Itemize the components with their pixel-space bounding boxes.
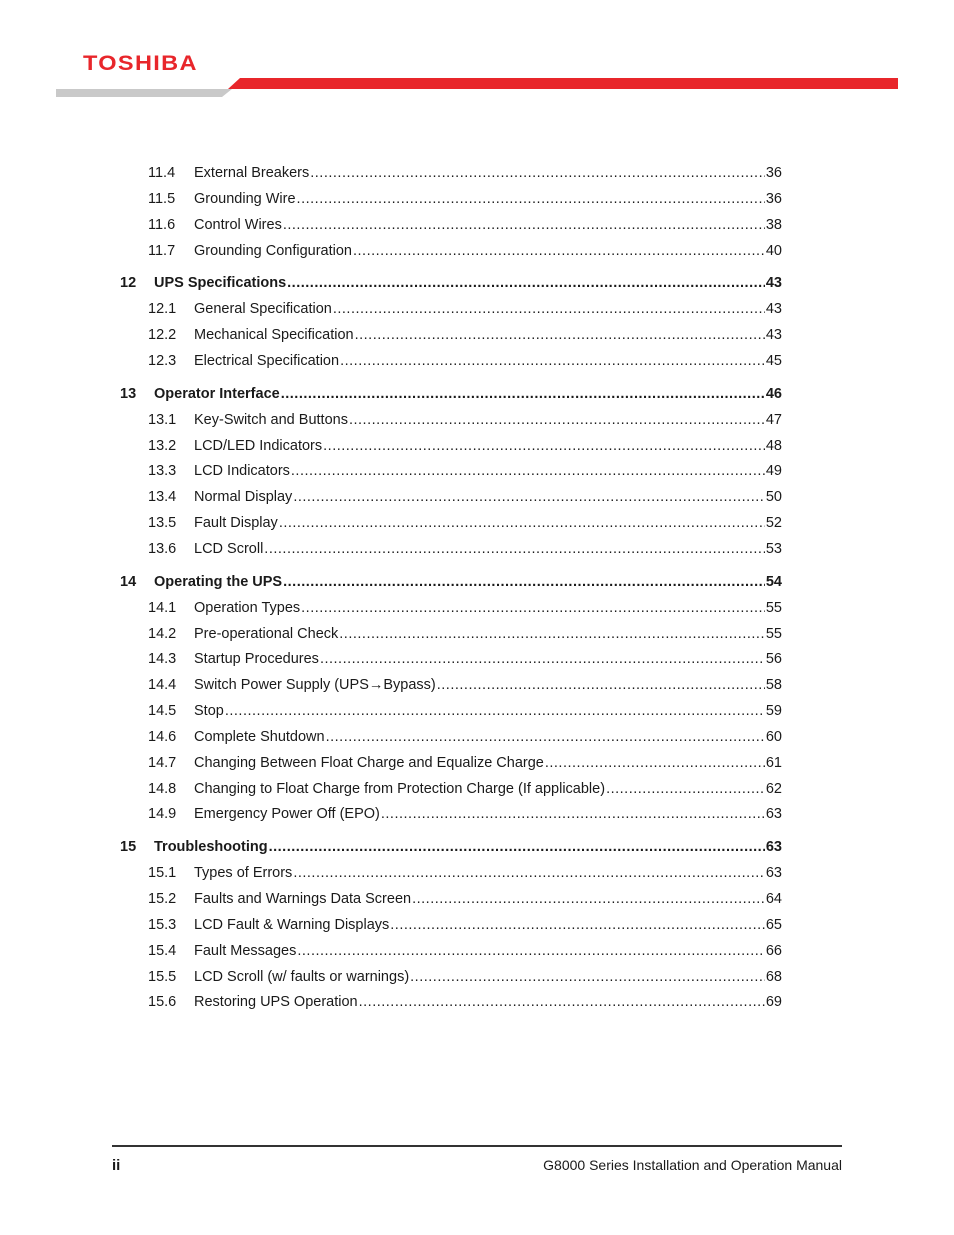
toc-chapter-entry[interactable]: [120, 385, 782, 403]
toc-dot-leader: [545, 754, 765, 772]
toc-entry-number: 15: [120, 839, 137, 856]
toc-dot-leader: [339, 625, 765, 643]
toc-entry-title: Electrical Specification: [194, 353, 340, 369]
toc-dot-leader: [353, 242, 765, 260]
toc-section-entry[interactable]: [148, 326, 782, 344]
toc-dot-leader: [297, 942, 765, 960]
toc-entry-number: 14.8: [148, 780, 177, 797]
toc-dot-leader: [333, 300, 765, 318]
toc-entry-title: LCD/LED Indicators: [194, 437, 323, 454]
toc-entry-number: 15.2: [148, 891, 177, 907]
toc-entry-page: 52: [765, 515, 782, 532]
toc-entry-title: LCD Fault & Warning Displays: [194, 916, 390, 933]
toc-entry-page: 53: [765, 540, 782, 557]
toc-section-entry[interactable]: [148, 190, 782, 208]
toc-section-entry[interactable]: [148, 968, 782, 986]
toc-section-entry[interactable]: [148, 702, 782, 720]
toc-entry-number: 13.4: [148, 489, 177, 506]
toc-entry-number: 13: [120, 385, 137, 402]
toc-section-entry[interactable]: [148, 599, 782, 617]
toc-chapter-entry[interactable]: [120, 274, 782, 292]
toshiba-logo: [83, 52, 198, 76]
toc-section-entry[interactable]: [148, 650, 782, 668]
toc-section-entry[interactable]: [148, 728, 782, 746]
toc-entry-title: Startup Procedures: [194, 651, 319, 668]
toc-entry-number: 14.4: [148, 677, 177, 694]
header-gray-stripe: [56, 89, 232, 97]
toc-chapter-entry[interactable]: [120, 573, 782, 591]
toc-entry-page: 54: [765, 573, 782, 590]
toc-entry-title: Emergency Power Off (EPO): [194, 806, 380, 823]
toc-dot-leader: [410, 968, 765, 986]
toc-entry-title: Normal Display: [194, 489, 293, 506]
toc-entry-number: 13.3: [148, 463, 177, 480]
toc-dot-leader: [297, 190, 765, 208]
toc-section-entry[interactable]: [148, 540, 782, 558]
toc-entry-title: Mechanical Specification: [194, 327, 354, 344]
toc-entry-page: 38: [765, 216, 782, 233]
toc-entry-page: 36: [765, 190, 782, 207]
toc-entry-title: Complete Shutdown: [194, 728, 325, 745]
toc-section-entry[interactable]: [148, 437, 782, 455]
toc-section-entry[interactable]: [148, 242, 782, 260]
toc-entry-number: 14.9: [148, 806, 177, 823]
toc-entry-page: 46: [765, 385, 782, 402]
toc-entry-page: 68: [765, 968, 782, 985]
toc-entry-page: 55: [765, 625, 782, 642]
toc-entry-number: 15.5: [148, 968, 177, 985]
toc-entry-page: 55: [765, 599, 782, 616]
toc-entry-title: Types of Errors: [194, 865, 293, 882]
toc-dot-leader: [264, 540, 765, 558]
toc-section-entry[interactable]: [148, 164, 782, 182]
toc-section-entry[interactable]: [148, 514, 782, 532]
toc-dot-leader: [340, 352, 765, 370]
toc-entry-number: 15.6: [148, 994, 177, 1011]
toc-entry-number: 11.7: [148, 242, 176, 259]
toc-dot-leader: [381, 805, 765, 823]
toc-entry-title: LCD Indicators: [194, 463, 290, 480]
toc-entry-page: 43: [765, 327, 782, 344]
toc-entry-page: 48: [765, 437, 782, 454]
toc-entry-page: 64: [765, 891, 782, 907]
footer-manual-title: G8000 Series Installation and Operation Manual: [543, 1157, 842, 1173]
toc-dot-leader: [269, 838, 765, 856]
toc-entry-page: 63: [765, 839, 782, 856]
toc-dot-leader: [320, 650, 765, 668]
toc-entry-number: 13.5: [148, 515, 177, 532]
toc-section-entry[interactable]: [148, 942, 782, 960]
toshiba-logo-text: TOSHIBA: [83, 52, 198, 75]
toc-entry-title: Faults and Warnings Data Screen: [194, 891, 412, 907]
toc-entry-title: Troubleshooting: [154, 839, 268, 856]
toc-section-entry[interactable]: [148, 805, 782, 823]
toc-entry-page: 60: [765, 728, 782, 745]
toc-entry-page: 63: [765, 806, 782, 823]
toc-entry-title: LCD Scroll: [194, 540, 264, 557]
toc-dot-leader: [390, 916, 765, 934]
footer-page-number: ii: [112, 1157, 121, 1174]
toc-dot-leader: [287, 274, 765, 292]
toc-dot-leader: [606, 780, 765, 798]
toc-entry-page: 50: [765, 489, 782, 506]
toc-entry-page: 59: [765, 703, 782, 719]
toc-dot-leader: [291, 462, 765, 480]
toc-entry-number: 14.6: [148, 728, 177, 745]
toc-entry-page: 43: [765, 275, 782, 292]
toc-entry-number: 14.3: [148, 651, 177, 668]
toc-entry-number: 13.6: [148, 540, 177, 557]
toc-dot-leader: [326, 728, 765, 746]
toc-entry-title: Stop: [194, 703, 224, 719]
toc-entry-number: 12: [120, 275, 137, 292]
toc-entry-title: Operator Interface: [154, 385, 280, 402]
toc-entry-number: 14.2: [148, 625, 177, 642]
toc-section-entry[interactable]: [148, 754, 782, 772]
toc-dot-leader: [355, 326, 765, 344]
toc-section-entry[interactable]: [148, 488, 782, 506]
toc-entry-title: Grounding Wire: [194, 190, 296, 207]
toc-entry-number: 11.6: [148, 216, 176, 233]
toc-entry-page: 61: [765, 754, 782, 771]
toc-entry-title: Control Wires: [194, 216, 282, 233]
toc-entry-page: 69: [765, 994, 782, 1011]
toc-entry-page: 65: [765, 916, 782, 933]
toc-entry-title: Pre-operational Check: [194, 625, 339, 642]
toc-entry-number: 14.5: [148, 703, 177, 719]
toc-entry-title: Changing Between Float Charge and Equalize Charge: [194, 754, 544, 771]
toc-entry-page: 63: [765, 865, 782, 882]
toc-entry-title: UPS Specifications: [154, 275, 287, 292]
toc-entry-number: 15.1: [148, 865, 177, 882]
toc-entry-title: Key-Switch and Buttons: [194, 411, 348, 428]
toc-entry-page: 66: [765, 942, 782, 959]
toc-dot-leader: [279, 514, 765, 532]
toc-entry-page: 40: [765, 242, 782, 259]
toc-section-entry[interactable]: [148, 780, 782, 798]
toc-section-entry[interactable]: [148, 890, 782, 908]
toc-entry-number: 14: [120, 573, 137, 590]
toc-dot-leader: [349, 411, 765, 429]
toc-entry-title: Switch Power Supply (UPS→Bypass): [194, 677, 436, 694]
toc-entry-title: Grounding Configuration: [194, 242, 352, 259]
toc-dot-leader: [293, 488, 765, 506]
toc-entry-title: Operation Types: [194, 599, 301, 616]
toc-dot-leader: [225, 702, 765, 720]
toc-entry-number: 15.3: [148, 916, 177, 933]
header-red-stripe: [228, 78, 898, 89]
toc-section-entry[interactable]: [148, 352, 782, 370]
toc-entry-title: LCD Scroll (w/ faults or warnings): [194, 968, 410, 985]
toc-section-entry[interactable]: [148, 676, 782, 694]
toc-chapter-entry[interactable]: [120, 838, 782, 856]
toc-entry-title: Restoring UPS Operation: [194, 994, 358, 1011]
toc-entry-title: External Breakers: [194, 165, 310, 181]
toc-entry-number: 14.7: [148, 754, 177, 771]
toc-entry-page: 45: [765, 353, 782, 369]
toc-section-entry[interactable]: [148, 625, 782, 643]
toc-dot-leader: [283, 573, 765, 591]
toc-entry-title: Fault Messages: [194, 942, 297, 959]
toc-section-entry[interactable]: [148, 993, 782, 1011]
toc-dot-leader: [283, 216, 765, 234]
toc-entry-page: 43: [765, 301, 782, 318]
toc-entry-title: Fault Display: [194, 515, 278, 532]
toc-entry-number: 13.2: [148, 437, 177, 454]
toc-entry-number: 12.3: [148, 353, 177, 369]
toc-dot-leader: [323, 437, 765, 455]
toc-entry-page: 47: [765, 411, 782, 428]
toc-section-entry[interactable]: [148, 916, 782, 934]
toc-dot-leader: [281, 385, 765, 403]
toc-entry-page: 49: [765, 463, 782, 480]
toc-entry-number: 12.1: [148, 301, 177, 318]
toc-section-entry[interactable]: [148, 300, 782, 318]
toc-entry-page: 56: [765, 651, 782, 668]
toc-entry-page: 58: [765, 677, 782, 694]
toc-dot-leader: [437, 676, 765, 694]
toc-entry-title: General Specification: [194, 301, 332, 318]
toc-dot-leader: [359, 993, 765, 1011]
toc-dot-leader: [310, 164, 765, 182]
toc-dot-leader: [412, 890, 765, 908]
toc-entry-number: 14.1: [148, 599, 177, 616]
toc-dot-leader: [301, 599, 765, 617]
toc-section-entry[interactable]: [148, 411, 782, 429]
toc-section-entry[interactable]: [148, 216, 782, 234]
toc-section-entry[interactable]: [148, 864, 782, 882]
toc-entry-number: 13.1: [148, 411, 177, 428]
toc-dot-leader: [293, 864, 765, 882]
toc-entry-number: 15.4: [148, 942, 177, 959]
toc-section-entry[interactable]: [148, 462, 782, 480]
toc-entry-page: 36: [765, 165, 782, 181]
toc-entry-number: 11.4: [148, 165, 176, 181]
toc-entry-number: 11.5: [148, 190, 176, 207]
toc-entry-page: 62: [765, 780, 782, 797]
toc-entry-title: Operating the UPS: [154, 573, 283, 590]
toc-entry-number: 12.2: [148, 327, 177, 344]
footer-rule: [112, 1145, 842, 1147]
toc-entry-title: Changing to Float Charge from Protection Charge (If applicable): [194, 780, 606, 797]
